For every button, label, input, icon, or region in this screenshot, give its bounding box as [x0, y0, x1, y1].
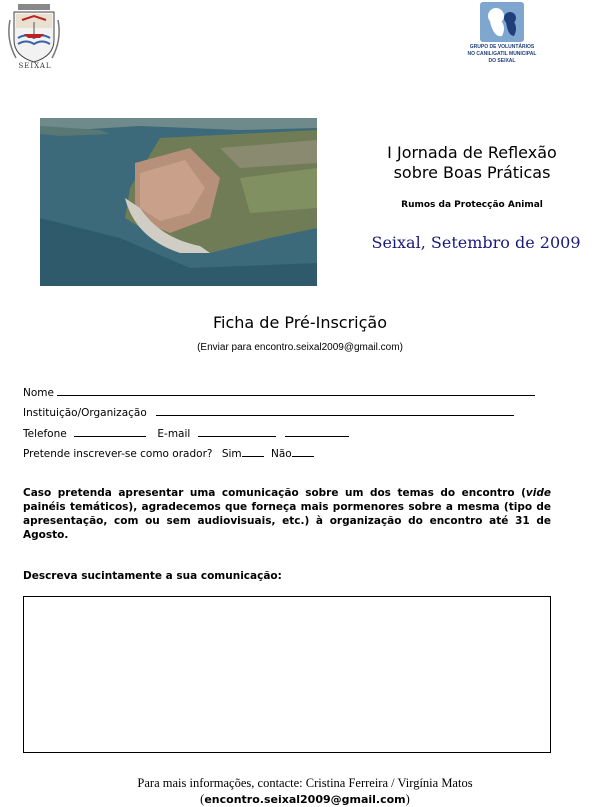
event-subtitle: Rumos da Protecção Animal	[401, 200, 543, 210]
phone-label: Telefone	[23, 428, 67, 440]
event-place-date: Seixal, Setembro de 2009	[371, 233, 581, 252]
communication-instructions: Caso pretenda apresentar uma comunicação sobre um dos temas do encontro (vide painéis temáticos), agradecemos que forneça mais pormenores sobre a mesma (tipo de apresentação, com ou sem audiovisuais, etc.) à organização do encontro até 31 de Agosto.	[23, 487, 551, 541]
yes-field[interactable]	[242, 446, 264, 457]
dog-cat-icon	[480, 2, 524, 42]
name-field[interactable]	[57, 385, 535, 396]
email-domain-field[interactable]	[285, 426, 349, 437]
footer-email-line: (encontro.seixal2009@gmail.com)	[200, 792, 410, 806]
form-title: Ficha de Pré-Inscrição	[212, 313, 387, 332]
email-label: E-mail	[157, 428, 191, 440]
footer-contacts: Para mais informações, contacte: Cristina Ferreira / Virgínia Matos	[137, 776, 473, 790]
no-field[interactable]	[292, 446, 314, 457]
yes-label: Sim	[221, 448, 242, 460]
form-send-note: (Enviar para encontro.seixal2009@gmail.com)	[197, 342, 403, 353]
name-field-row	[23, 385, 535, 399]
communication-description-box[interactable]	[23, 596, 551, 753]
crest-label: SEIXAL	[18, 62, 52, 70]
no-label: Não	[270, 448, 292, 460]
phone-field[interactable]	[74, 426, 146, 437]
speaker-field-row	[23, 446, 314, 460]
volunteers-group-logo	[456, 2, 548, 72]
aerial-photo-seixal	[40, 118, 317, 286]
volunteers-logo-text: GRUPO DE VOLUNTÁRIOS NO CANIL/GATIL MUNICIPAL DO SEIXAL	[467, 44, 537, 64]
institution-field[interactable]	[156, 405, 514, 416]
institution-field-row	[23, 405, 514, 419]
describe-label: Descreva sucintamente a sua comunicação:	[23, 570, 282, 582]
event-title: I Jornada de Reflexão sobre Boas Práticas	[387, 143, 557, 182]
name-label: Nome	[23, 387, 54, 399]
institution-label: Instituição/Organização	[23, 407, 147, 419]
footer-email: encontro.seixal2009@gmail.com	[204, 793, 406, 806]
contact-field-row	[23, 426, 349, 440]
speaker-question: Pretende inscrever-se como orador?	[23, 448, 213, 460]
email-field[interactable]	[198, 426, 276, 437]
